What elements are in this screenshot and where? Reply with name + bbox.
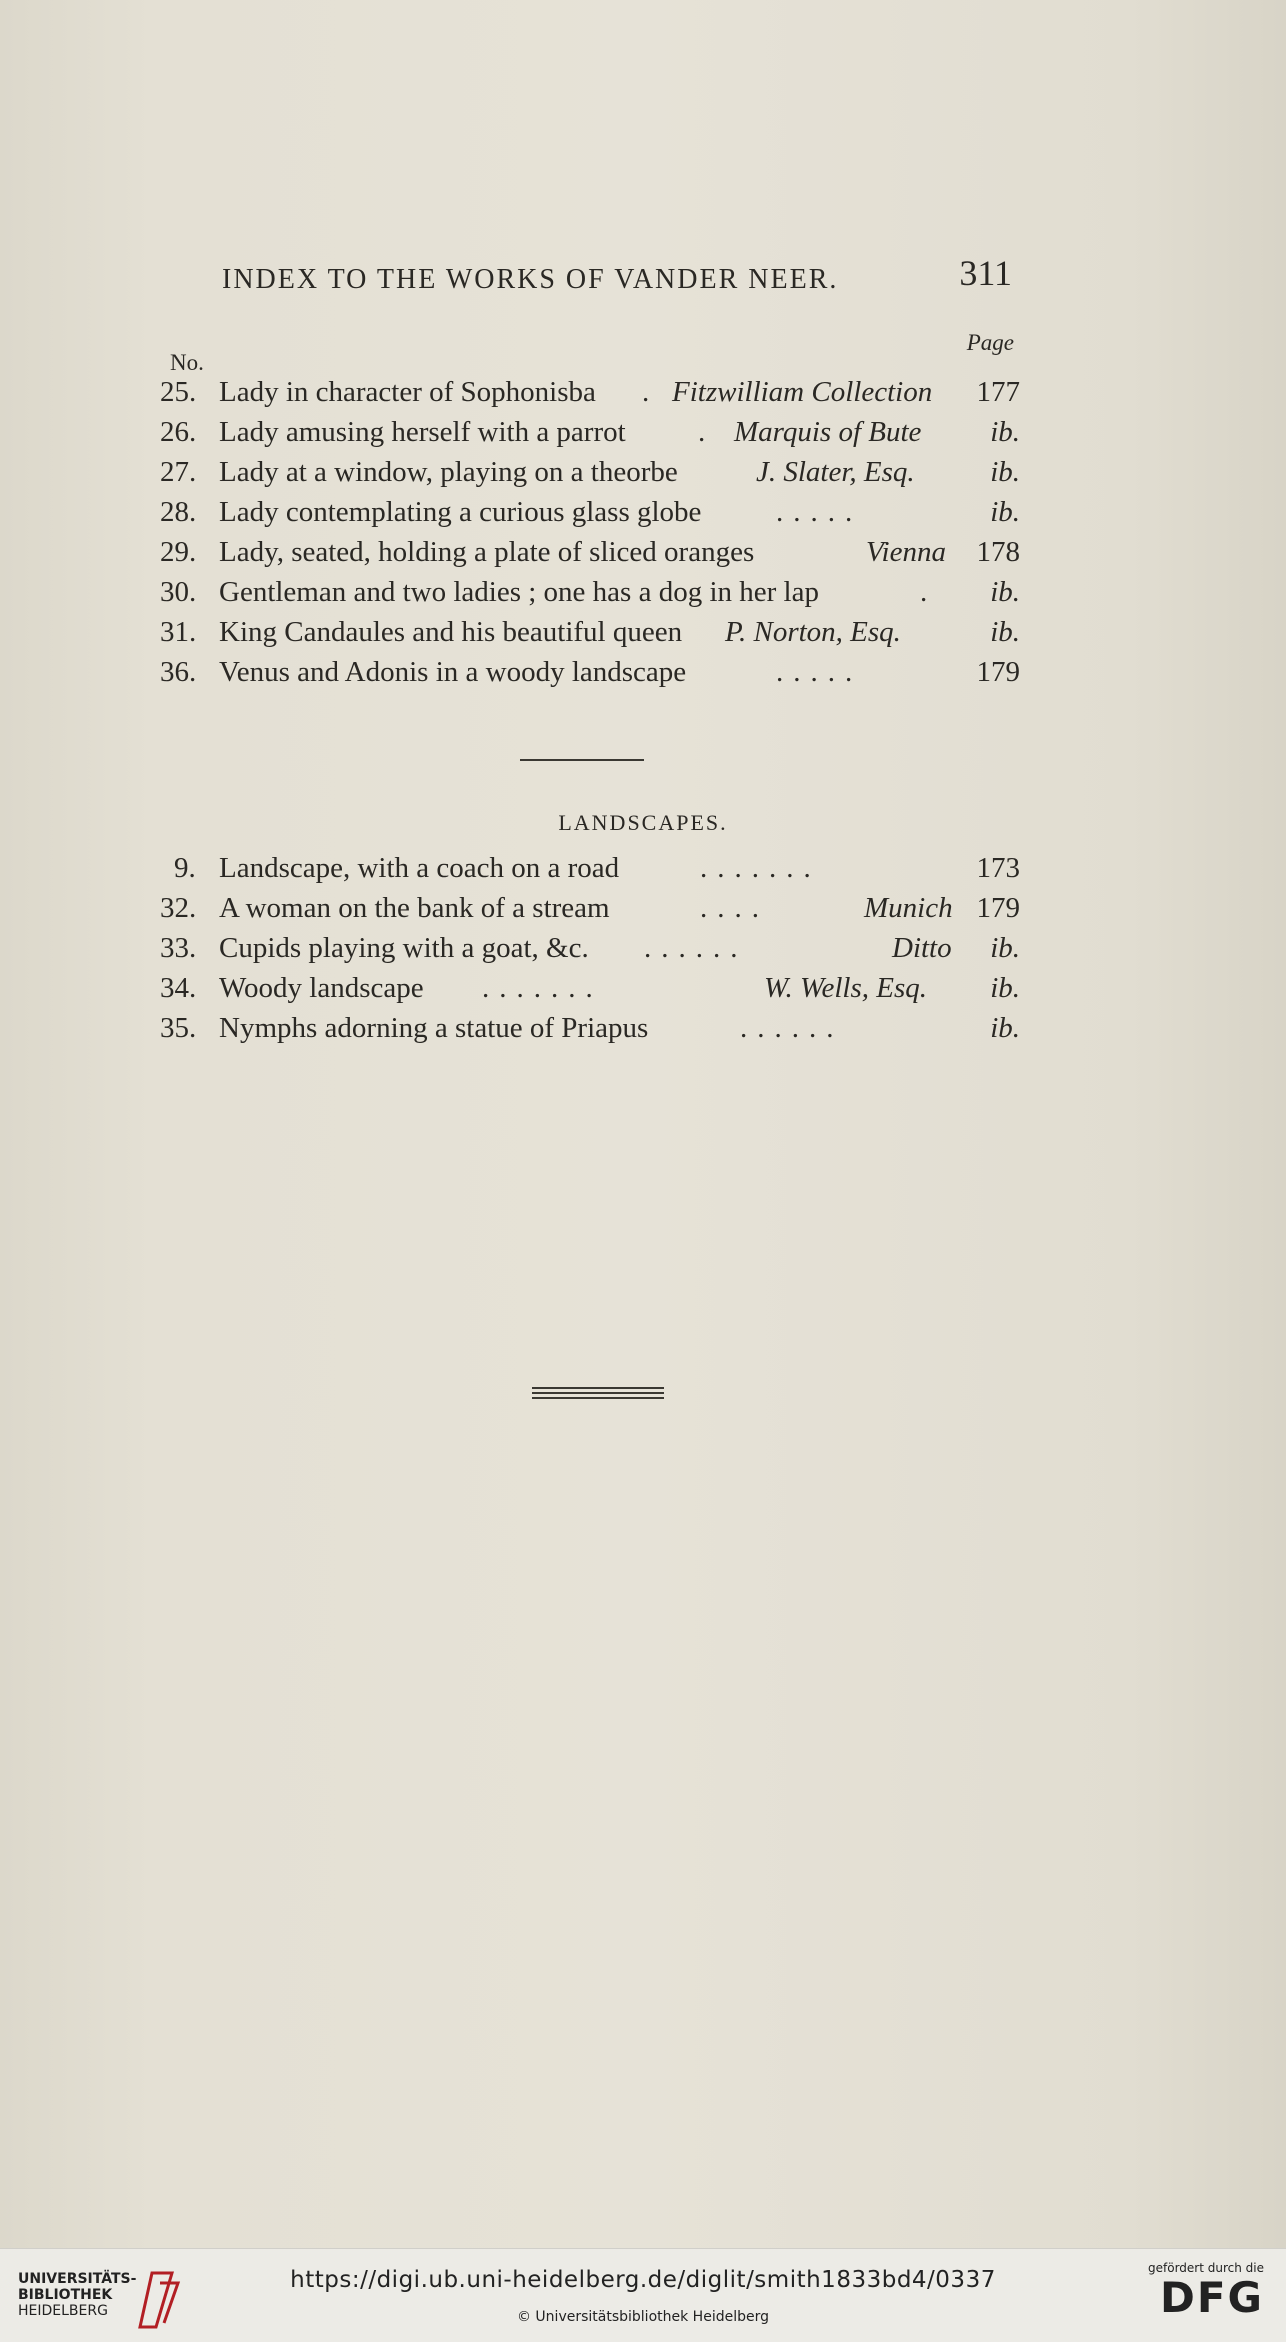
entry-title: A woman on the bank of a stream xyxy=(219,892,610,924)
entry-page: ib. xyxy=(990,576,1020,608)
entry-page: 177 xyxy=(976,376,1020,408)
entry-dots: ...... xyxy=(644,932,748,964)
funder-caption: gefördert durch die xyxy=(1148,2261,1264,2275)
section-heading: LANDSCAPES. xyxy=(558,810,728,835)
entry-title: Lady at a window, playing on a theorbe xyxy=(219,456,678,488)
running-header xyxy=(222,252,1012,302)
entry-page: ib. xyxy=(990,496,1020,528)
column-labels xyxy=(160,330,1020,375)
entry-dots: ...... xyxy=(740,1012,844,1044)
entry-dots: ..... xyxy=(776,496,863,528)
entry-title: Cupids playing with a goat, &c. xyxy=(219,932,589,964)
entry-number: 27. xyxy=(160,456,197,488)
entry-location: Fitzwilliam Collection xyxy=(672,376,933,408)
entry-location: W. Wells, Esq. xyxy=(764,972,928,1004)
entry-row xyxy=(160,612,1020,652)
entry-location: P. Norton, Esq. xyxy=(725,616,901,648)
library-name-line2: BIBLIOTHEK xyxy=(18,2287,113,2303)
entry-dots: . xyxy=(920,576,938,608)
end-rule-bottom xyxy=(532,1397,664,1399)
entry-dots: ..... xyxy=(776,656,863,688)
entry-row xyxy=(160,452,1020,492)
entry-page: ib. xyxy=(990,1012,1020,1044)
library-name-line3: HEIDELBERG xyxy=(18,2303,108,2319)
entry-dots: ....... xyxy=(700,852,821,884)
entry-number: 36. xyxy=(160,656,197,688)
entry-number: 32. xyxy=(160,892,197,924)
entry-title: Venus and Adonis in a woody landscape xyxy=(219,656,687,688)
entry-page: 173 xyxy=(976,852,1020,884)
entry-page: 179 xyxy=(976,656,1020,688)
entry-row xyxy=(160,532,1020,572)
entry-row xyxy=(160,412,1020,452)
entry-number: 31. xyxy=(160,616,197,648)
entry-title: Woody landscape xyxy=(219,972,424,1004)
end-rule-top xyxy=(532,1387,664,1389)
entry-number: 35. xyxy=(160,1012,197,1044)
entry-page: 179 xyxy=(976,892,1020,924)
entry-number: 28. xyxy=(160,496,197,528)
entry-dots: .... xyxy=(700,892,769,924)
entry-title: Landscape, with a coach on a road xyxy=(219,852,620,884)
entry-title: Nymphs adorning a statue of Priapus xyxy=(219,1012,649,1044)
entry-location: J. Slater, Esq. xyxy=(756,456,915,488)
entry-title: Lady contemplating a curious glass globe xyxy=(219,496,702,528)
no-label: No. xyxy=(170,350,204,375)
entry-page: 178 xyxy=(976,536,1020,568)
entry-page: ib. xyxy=(990,972,1020,1004)
entry-number: 34. xyxy=(160,972,197,1004)
entry-dots: ....... xyxy=(482,972,603,1004)
entry-row xyxy=(160,372,1020,412)
entry-number: 9. xyxy=(174,852,196,884)
entry-row xyxy=(160,572,1020,612)
entry-location: Ditto xyxy=(892,932,952,964)
entry-page: ib. xyxy=(990,616,1020,648)
entry-title: Lady in character of Sophonisba xyxy=(219,376,596,408)
entry-location: Munich xyxy=(864,892,953,924)
entry-title: Lady, seated, holding a plate of sliced oranges xyxy=(219,536,755,568)
viewer-footer xyxy=(0,2248,1286,2342)
entry-title: Gentleman and two ladies ; one has a dog in her lap xyxy=(219,576,819,608)
entry-dots: . xyxy=(698,416,716,448)
end-rule-middle xyxy=(532,1392,664,1394)
entry-row xyxy=(160,652,1020,692)
entry-page: ib. xyxy=(990,456,1020,488)
entry-location: Vienna xyxy=(866,536,946,568)
entry-page: ib. xyxy=(990,932,1020,964)
landscape-row xyxy=(160,928,1020,968)
landscape-row xyxy=(160,888,1020,928)
permalink-url[interactable]: https://digi.ub.uni-heidelberg.de/diglit/smith1833bd4/0337 xyxy=(290,2267,996,2293)
entry-number: 30. xyxy=(160,576,197,608)
library-name-line1: UNIVERSITÄTS- xyxy=(18,2271,137,2287)
entry-title: Lady amusing herself with a parrot xyxy=(219,416,626,448)
copyright-notice: © Universitätsbibliothek Heidelberg xyxy=(516,2309,769,2325)
landscape-row xyxy=(160,848,1020,888)
landscape-row xyxy=(160,1008,1020,1048)
landscape-row xyxy=(160,968,1020,1008)
section-divider xyxy=(520,759,644,761)
entry-number: 29. xyxy=(160,536,197,568)
dfg-logo[interactable] xyxy=(1134,2261,1264,2331)
header-title: INDEX TO THE WORKS OF VANDER NEER. xyxy=(222,264,839,295)
entry-row xyxy=(160,492,1020,532)
entry-number: 33. xyxy=(160,932,197,964)
landscapes-list xyxy=(160,848,1020,1048)
entry-title: King Candaules and his beautiful queen xyxy=(219,616,683,648)
page-label: Page xyxy=(966,330,1014,355)
page-number: 311 xyxy=(959,253,1012,293)
entry-page: ib. xyxy=(990,416,1020,448)
entries-list xyxy=(160,330,1020,692)
entry-number: 26. xyxy=(160,416,197,448)
entry-number: 25. xyxy=(160,376,197,408)
entry-dots: . xyxy=(642,376,660,408)
entry-location: Marquis of Bute xyxy=(734,416,922,448)
dfg-wordmark: DFG xyxy=(1159,2273,1264,2322)
